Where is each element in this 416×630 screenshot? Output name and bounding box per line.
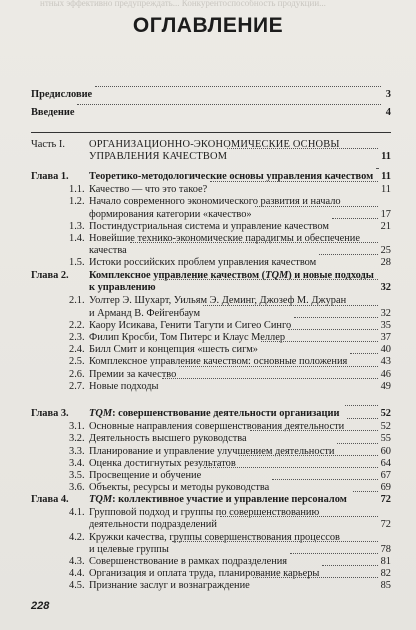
chapter-page: 72 xyxy=(380,494,391,505)
dot-leader xyxy=(159,279,378,280)
section-number: 2.7. xyxy=(69,380,85,392)
dot-leader xyxy=(220,516,378,517)
section-number: 2.5. xyxy=(69,356,85,368)
section-title: Начало современного экономического развития и начало xyxy=(89,196,341,208)
section-page: 32 xyxy=(380,307,391,319)
section-title: деятельности подразделений xyxy=(89,519,217,531)
chapter-title-line2: к управлению xyxy=(89,282,156,294)
section-page: 67 xyxy=(380,470,391,481)
section-title: Оценка достигнутых результатов xyxy=(89,457,236,469)
dot-leader xyxy=(322,565,378,566)
section-number: 3.2. xyxy=(69,433,85,445)
chapter-label: Глава 2. xyxy=(31,270,69,281)
chapter-title xyxy=(89,408,339,420)
section-page: 46 xyxy=(380,368,391,380)
section-title: и Арманд В. Фейгенбаум xyxy=(89,307,201,319)
dot-leader xyxy=(350,353,378,354)
section-title: Премии за качество xyxy=(89,368,177,380)
chapter-page: 32 xyxy=(380,282,391,294)
section-page: 43 xyxy=(380,356,391,368)
section-title: Групповой подход и группы по совершенствованию xyxy=(89,507,320,519)
dot-leader xyxy=(130,242,378,243)
part-title-line2: УПРАВЛЕНИЯ КАЧЕСТВОМ xyxy=(89,151,228,163)
part-label: Часть I. xyxy=(31,139,65,150)
dot-leader xyxy=(203,305,378,306)
entry-label: Предисловие xyxy=(31,89,93,100)
title-part: : коллективное участие и управление персоналом xyxy=(112,494,347,505)
section-number: 3.3. xyxy=(69,445,85,457)
divider xyxy=(31,132,391,133)
section-page: 49 xyxy=(380,380,391,392)
section-page: 85 xyxy=(380,580,391,592)
section-page: 35 xyxy=(380,319,391,331)
section-number: 1.2. xyxy=(69,196,85,208)
section-title: качества xyxy=(89,245,127,257)
section-title: Организация и оплата труда, планирование карьеры xyxy=(89,568,320,580)
section-number: 2.3. xyxy=(69,332,85,343)
tqm-abbr: TQM xyxy=(89,408,113,419)
section-number: 1.3. xyxy=(69,220,85,232)
title-part: Комплексное управление качеством ( xyxy=(89,270,266,281)
section-page: 37 xyxy=(380,332,391,343)
dot-leader xyxy=(162,378,379,379)
dot-leader xyxy=(353,491,379,492)
chapter-page: 11 xyxy=(381,171,391,182)
dot-leader xyxy=(376,168,378,169)
section-number: 1.5. xyxy=(69,257,85,269)
dot-leader xyxy=(288,329,378,330)
chapter-label: Глава 1. xyxy=(31,171,69,182)
section-page: 81 xyxy=(380,556,391,567)
section-title: Просвещение и обучение xyxy=(89,470,202,481)
section-number: 4.4. xyxy=(69,568,85,580)
dot-leader xyxy=(239,455,378,456)
chapter-label: Глава 3. xyxy=(31,408,69,419)
section-title: Деятельность высшего руководства xyxy=(89,433,247,445)
dot-leader xyxy=(250,430,378,431)
section-title: Признание заслуг и вознаграждение xyxy=(89,580,250,592)
entry-label: Введение xyxy=(31,107,75,118)
dot-leader xyxy=(294,317,378,318)
section-number: 2.1. xyxy=(69,295,85,307)
section-page: 28 xyxy=(380,257,391,269)
section-page: 55 xyxy=(380,433,391,445)
chapter-title: Теоретико-методологические основы управления качеством xyxy=(89,171,374,182)
section-title: и целевые группы xyxy=(89,543,169,555)
section-number: 4.3. xyxy=(69,556,85,567)
dot-leader xyxy=(227,148,378,149)
section-title: Совершенствование в рамках подразделения xyxy=(89,556,288,567)
section-number: 1.4. xyxy=(69,233,85,244)
section-number: 4.1. xyxy=(69,507,85,519)
dot-leader xyxy=(210,181,378,182)
section-number: 3.5. xyxy=(69,470,85,481)
dot-leader xyxy=(347,418,378,419)
bleed-through-text: нтных эффективно предупреждать... Конкурентоспособность продукции... xyxy=(40,0,326,8)
title-part: ) и новые подходы xyxy=(288,270,374,281)
section-page: 52 xyxy=(380,421,391,433)
section-page: 25 xyxy=(380,245,391,257)
part-title-line1: ОРГАНИЗАЦИОННО-ЭКОНОМИЧЕСКИЕ ОСНОВЫ xyxy=(89,139,340,150)
section-title: Комплексное управление качеством: основные положения xyxy=(89,356,348,368)
section-title: Новые подходы xyxy=(89,380,159,392)
section-title: Планирование и управление улучшением деятельности xyxy=(89,445,335,457)
dot-leader xyxy=(255,206,378,207)
section-title: Объекты, ресурсы и методы руководства xyxy=(89,482,270,494)
section-page: 82 xyxy=(380,568,391,580)
dot-leader xyxy=(179,366,378,367)
section-title: Основные направления совершенствования деятельности xyxy=(89,421,345,433)
section-number: 2.6. xyxy=(69,368,85,380)
dot-leader xyxy=(319,254,378,255)
section-number: 1.1. xyxy=(69,184,85,196)
tqm-abbr: TQM xyxy=(265,270,289,281)
section-title: Каору Исикава, Генити Тагути и Сигео Синго xyxy=(89,319,292,331)
section-title: Кружки качества, группы совершенствования процессов xyxy=(89,531,340,543)
dot-leader xyxy=(172,541,378,542)
section-number: 4.5. xyxy=(69,580,85,592)
dot-leader xyxy=(332,218,378,219)
section-title: Качество — что это такое? xyxy=(89,184,208,196)
dot-leader xyxy=(290,553,378,554)
page-number: 228 xyxy=(31,600,50,612)
title-part: : совершенствование деятельности организации xyxy=(112,408,340,419)
section-title: Филип Кросби, Том Питерс и Клаус Меллер xyxy=(89,332,286,343)
section-page: 72 xyxy=(380,519,391,531)
dot-leader xyxy=(261,341,378,342)
chapter-title xyxy=(89,494,347,506)
dot-leader xyxy=(345,405,378,406)
section-page: 60 xyxy=(380,445,391,457)
section-page: 64 xyxy=(380,457,391,469)
entry-page: 4 xyxy=(385,107,391,118)
section-page: 69 xyxy=(380,482,391,494)
section-number: 2.4. xyxy=(69,344,85,356)
dot-leader xyxy=(95,86,381,87)
section-number: 3.6. xyxy=(69,482,85,494)
chapter-page: 52 xyxy=(380,408,391,419)
chapter-label: Глава 4. xyxy=(31,494,69,505)
section-page: 40 xyxy=(380,344,391,356)
section-page: 11 xyxy=(380,184,391,196)
section-title: Новейшие технико-экономические парадигмы и обеспечение xyxy=(89,233,360,244)
entry-page: 3 xyxy=(385,89,391,100)
section-number: 3.4. xyxy=(69,457,85,469)
section-number: 3.1. xyxy=(69,421,85,433)
section-number: 2.2. xyxy=(69,319,85,331)
section-page: 17 xyxy=(380,208,391,220)
dot-leader xyxy=(77,104,381,105)
dot-leader xyxy=(204,467,378,468)
dot-leader xyxy=(337,443,378,444)
tqm-abbr: TQM xyxy=(89,494,113,505)
part-page: 11 xyxy=(381,151,391,163)
chapter-title-line1 xyxy=(89,270,374,282)
section-title: Постиндустриальная система и управление качеством xyxy=(89,220,329,232)
section-title: формирования категории «качество» xyxy=(89,208,252,220)
section-title: Уолтер Э. Шухарт, Уильям Э. Деминг, Джозеф М. Джуран xyxy=(89,295,347,307)
section-page: 21 xyxy=(380,220,391,232)
section-title: Билл Смит и концепция «шесть сигм» xyxy=(89,344,258,356)
section-page: 78 xyxy=(380,543,391,555)
dot-leader xyxy=(253,577,378,578)
section-title: Истоки российских проблем управления качеством xyxy=(89,257,317,269)
section-number: 4.2. xyxy=(69,531,85,543)
page-title: ОГЛАВЛЕНИЕ xyxy=(132,14,284,37)
dot-leader xyxy=(272,479,378,480)
